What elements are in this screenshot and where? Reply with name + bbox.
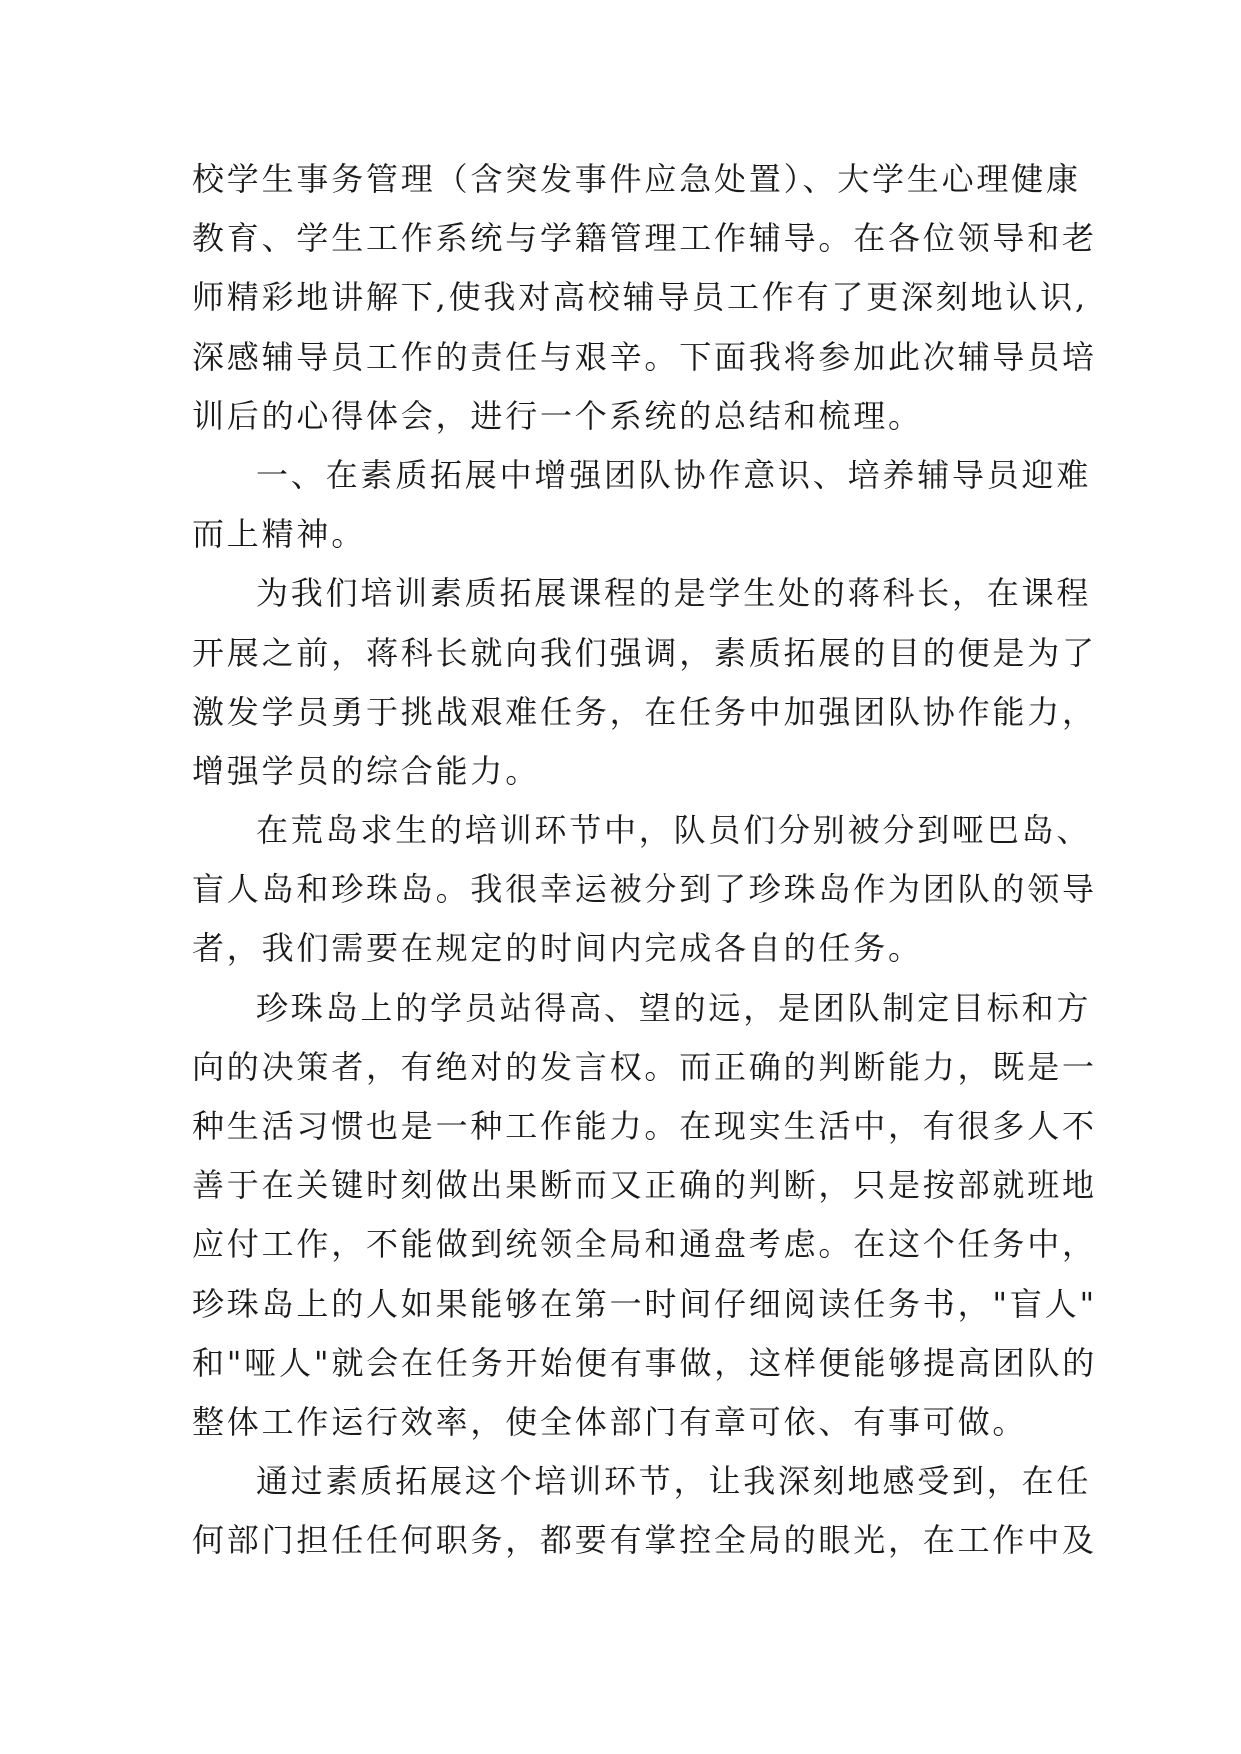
text-line: 开展之前，蒋科长就向我们强调，素质拓展的目的便是为了 bbox=[192, 633, 1097, 672]
text-line: 种生活习惯也是一种工作能力。在现实生活中，有很多人不 bbox=[192, 1107, 1097, 1145]
text-line: 盲人岛和珍珠岛。我很幸运被分到了珍珠岛作为团队的领导 bbox=[192, 870, 1097, 909]
paragraph-start: 珍珠岛上的学员站得高、望的远，是团队制定目标和方 bbox=[256, 988, 1092, 1027]
text-line: 珍珠岛上的人如果能够在第一时间仔细阅读任务书，"盲人" bbox=[192, 1284, 1098, 1323]
text-line: 和"哑人"就会在任务开始便有事做，这样便能够提高团队的 bbox=[192, 1343, 1098, 1382]
text-line: 深感辅导员工作的责任与艰辛。下面我将参加此次辅导员培 bbox=[192, 337, 1097, 376]
paragraph-start: 在荒岛求生的培训环节中，队员们分别被分到哑巴岛、 bbox=[256, 811, 1092, 850]
section-heading: 一、在素质拓展中增强团队协作意识、培养辅导员迎难 bbox=[256, 455, 1092, 494]
text-line: 善于在关键时刻做出果断而又正确的判断，只是按部就班地 bbox=[192, 1166, 1097, 1205]
text-line: 整体工作运行效率，使全体部门有章可依、有事可做。 bbox=[192, 1402, 1028, 1441]
text-line: 向的决策者，有绝对的发言权。而正确的判断能力，既是一 bbox=[192, 1047, 1097, 1086]
text-line: 师精彩地讲解下,使我对高校辅导员工作有了更深刻地认识, bbox=[192, 278, 1088, 317]
paragraph-start: 通过素质拓展这个培训环节，让我深刻地感受到，在任 bbox=[256, 1462, 1092, 1501]
text-line: 何部门担任任何职务，都要有掌控全局的眼光，在工作中及 bbox=[192, 1521, 1097, 1560]
document-body bbox=[192, 160, 1098, 1581]
text-line: 应付工作，不能做到统领全局和通盘考虑。在这个任务中， bbox=[192, 1225, 1097, 1264]
paragraph-start: 为我们培训素质拓展课程的是学生处的蒋科长，在课程 bbox=[256, 574, 1092, 613]
text-line: 教育、学生工作系统与学籍管理工作辅导。在各位领导和老 bbox=[192, 219, 1097, 258]
section-heading-continued: 而上精神。 bbox=[192, 515, 367, 554]
text-line: 者，我们需要在规定的时间内完成各自的任务。 bbox=[192, 929, 923, 968]
text-line: 校学生事务管理（含突发事件应急处置）、大学生心理健康 bbox=[192, 160, 1081, 198]
text-line: 激发学员勇于挑战艰难任务，在任务中加强团队协作能力， bbox=[192, 692, 1097, 731]
text-line: 增强学员的综合能力。 bbox=[192, 751, 541, 790]
text-line: 训后的心得体会，进行一个系统的总结和梳理。 bbox=[192, 396, 923, 435]
